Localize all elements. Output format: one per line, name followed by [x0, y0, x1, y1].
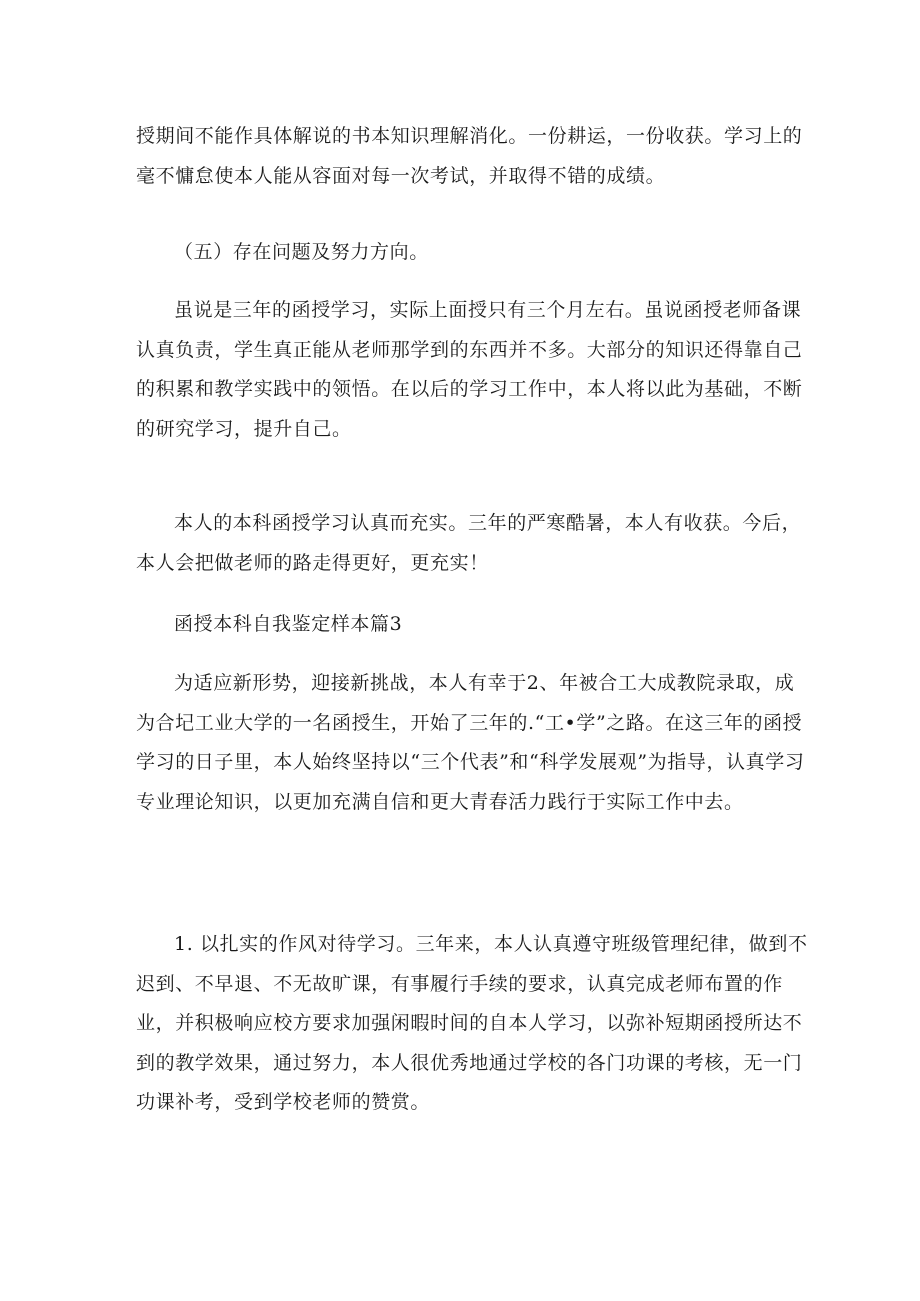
- paragraph-continuation: 授期间不能作具体解说的书本知识理解消化。一份耕运，一份收获。学习上的毫不慵怠使本人能从容面对每一次考试，并取得不错的成绩。: [136, 125, 803, 187]
- section-heading: （五）存在问题及努力方向。: [174, 241, 429, 263]
- paragraph: 本人的本科函授学习认真而充实。三年的严寒酷暑，本人有收获。今后，本人会把做老师的路走得更好，更充实！: [136, 512, 802, 574]
- paragraph: 为适应新形势，迎接新挑战，本人有幸于2、年被合工大成教院录取，成为合圮工业大学的一名函授生，开始了三年的.“工•学”之路。在这三年的函授学习的日子里，本人始终坚持以“三个代表”和“科学发展观”为指导，认真学习专业理论知识，以更加充满自信和更大青春活力践行于实际工作中去。: [136, 672, 805, 813]
- section-title: 函授本科自我鉴定样本篇3: [174, 613, 403, 635]
- paragraph: 虽说是三年的函授学习，实际上面授只有三个月左右。虽说函授老师备课认真负责，学生真正能从老师那学到的东西并不多。大部分的知识还得靠自己的积累和教学实践中的领悟。在以后的学习工作中，本人将以此为基础，不断的研究学习，提升自己。: [136, 299, 803, 440]
- paragraph-numbered: 1. 以扎实的作风对待学习。三年来，本人认真遵守班级管理纪律，做到不迟到、不早退、不无故旷课，有事履行手续的要求，认真完成老师布置的作业，并积极响应校方要求加强闲暇时间的自本人学习，以弥补短期函授所达不到的教学效果，通过努力，本人很优秀地通过学校的各门功课的考核，无一门功课补考，受到学校老师的赞赏。: [136, 933, 808, 1113]
